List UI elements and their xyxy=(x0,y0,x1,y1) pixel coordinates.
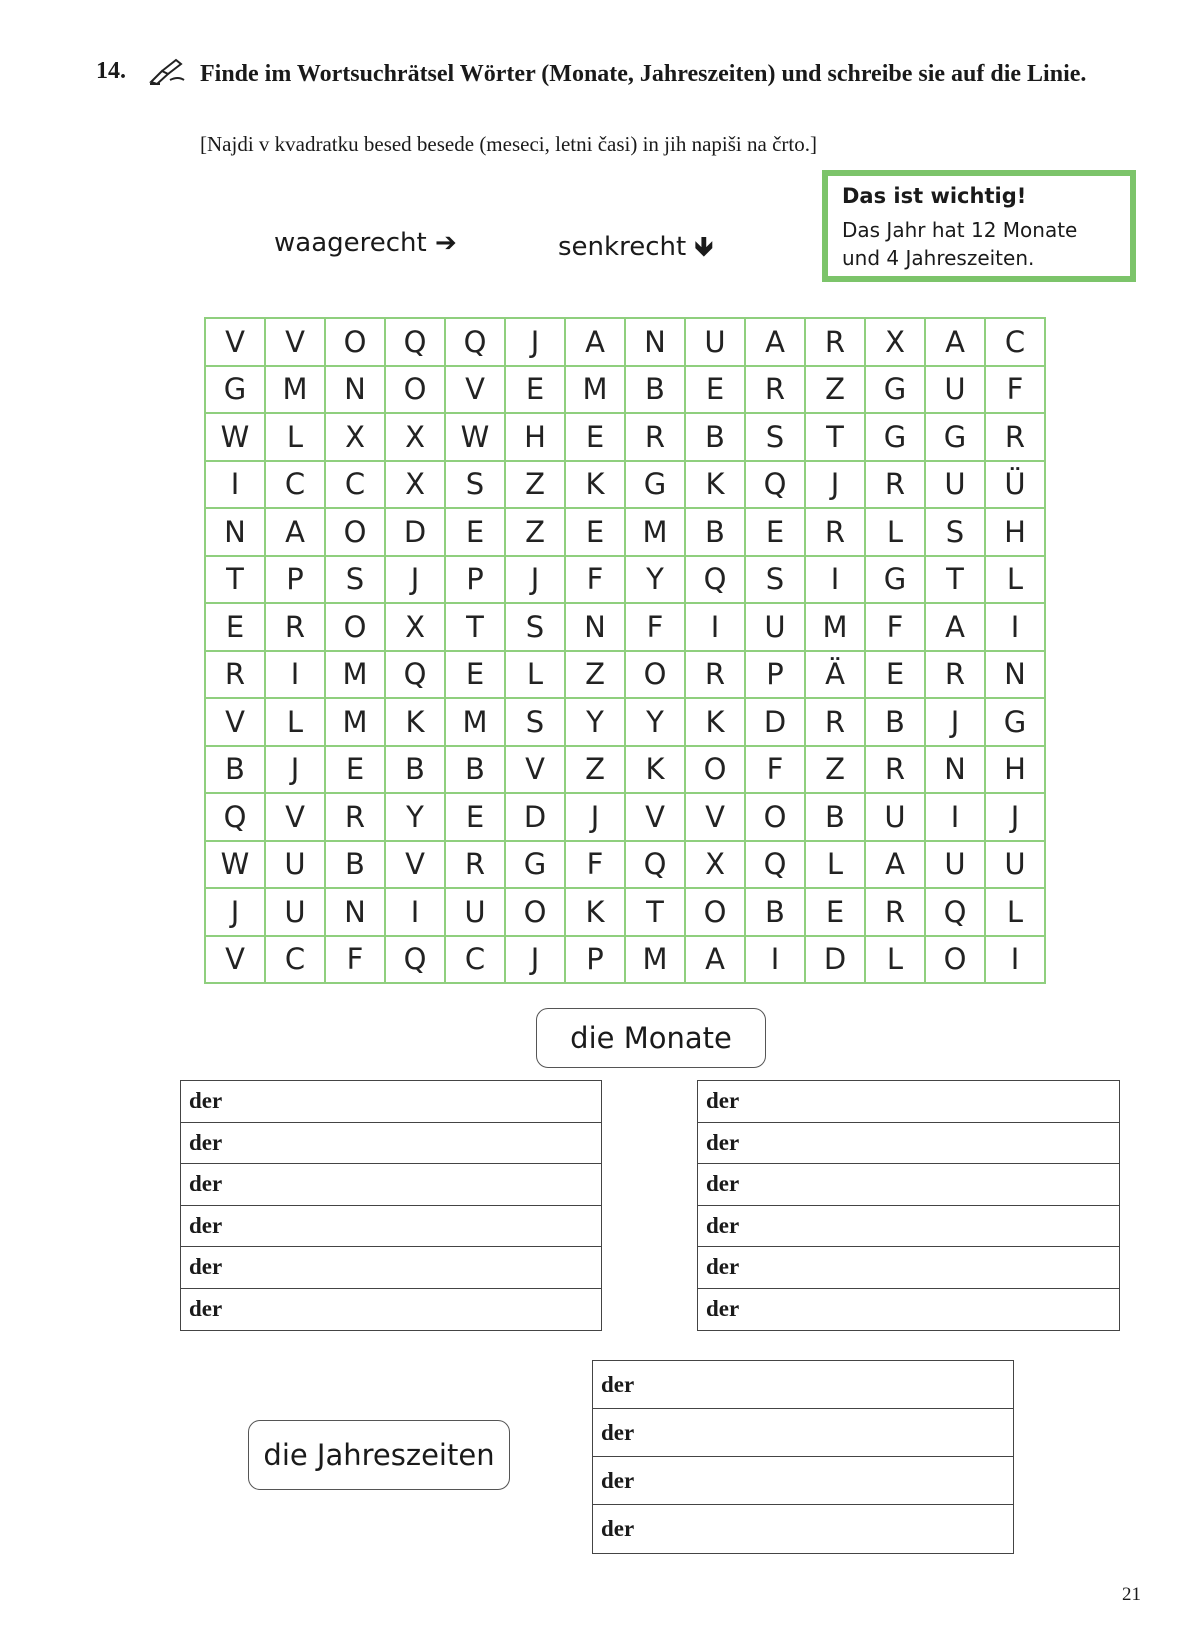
grid-cell[interactable]: B xyxy=(325,841,385,889)
grid-cell[interactable]: N xyxy=(925,746,985,794)
grid-cell[interactable]: K xyxy=(685,698,745,746)
grid-cell[interactable]: G xyxy=(865,413,925,461)
grid-cell[interactable]: G xyxy=(625,461,685,509)
grid-cell[interactable]: E xyxy=(325,746,385,794)
grid-cell[interactable]: B xyxy=(445,746,505,794)
grid-cell[interactable]: O xyxy=(625,651,685,699)
grid-cell[interactable]: B xyxy=(685,508,745,556)
answer-line[interactable]: der xyxy=(593,1361,1013,1409)
grid-cell[interactable]: R xyxy=(865,746,925,794)
grid-cell[interactable]: I xyxy=(985,603,1045,651)
grid-cell[interactable]: V xyxy=(505,746,565,794)
grid-cell[interactable]: V xyxy=(685,793,745,841)
grid-cell[interactable]: J xyxy=(925,698,985,746)
grid-cell[interactable]: V xyxy=(205,318,265,366)
grid-cell[interactable]: G xyxy=(865,556,925,604)
grid-cell[interactable]: Q xyxy=(745,461,805,509)
arrow-right-icon: ➔ xyxy=(434,228,457,258)
grid-cell[interactable]: M xyxy=(265,366,325,414)
direction-horizontal-label: waagerecht xyxy=(274,228,427,258)
grid-cell[interactable]: I xyxy=(745,936,805,984)
grid-cell[interactable]: F xyxy=(625,603,685,651)
grid-cell[interactable]: V xyxy=(205,936,265,984)
grid-cell[interactable]: Z xyxy=(505,461,565,509)
grid-cell[interactable]: C xyxy=(325,461,385,509)
grid-cell[interactable]: O xyxy=(925,936,985,984)
grid-cell[interactable]: Q xyxy=(925,888,985,936)
grid-cell[interactable]: R xyxy=(445,841,505,889)
months-table-right xyxy=(697,1080,1120,1331)
grid-cell[interactable]: E xyxy=(805,888,865,936)
grid-cell[interactable]: E xyxy=(445,651,505,699)
grid-cell[interactable]: Y xyxy=(625,698,685,746)
grid-cell[interactable]: L xyxy=(265,698,325,746)
grid-cell[interactable]: P xyxy=(265,556,325,604)
grid-cell[interactable]: R xyxy=(805,698,865,746)
grid-cell[interactable]: Q xyxy=(745,841,805,889)
word-search-grid xyxy=(204,317,1046,984)
grid-cell[interactable]: F xyxy=(985,366,1045,414)
grid-cell[interactable]: O xyxy=(385,366,445,414)
grid-cell[interactable]: B xyxy=(745,888,805,936)
grid-cell[interactable]: Q xyxy=(385,936,445,984)
grid-cell[interactable]: A xyxy=(265,508,325,556)
direction-vertical xyxy=(558,228,713,272)
grid-cell[interactable]: N xyxy=(205,508,265,556)
grid-cell[interactable]: S xyxy=(505,603,565,651)
grid-cell[interactable]: R xyxy=(745,366,805,414)
grid-cell[interactable]: E xyxy=(745,508,805,556)
grid-cell[interactable]: N xyxy=(565,603,625,651)
grid-cell[interactable]: S xyxy=(325,556,385,604)
grid-cell[interactable]: G xyxy=(865,366,925,414)
grid-cell[interactable]: R xyxy=(325,793,385,841)
task-title: Finde im Wortsuchrätsel Wörter (Monate, Jahreszeiten) und schreibe sie auf die Linie. xyxy=(200,61,1087,87)
grid-cell[interactable]: B xyxy=(865,698,925,746)
grid-cell[interactable]: Q xyxy=(625,841,685,889)
grid-cell[interactable]: X xyxy=(385,461,445,509)
seasons-table xyxy=(592,1360,1014,1554)
grid-cell[interactable]: N xyxy=(625,318,685,366)
grid-cell[interactable]: K xyxy=(685,461,745,509)
grid-cell[interactable]: W xyxy=(205,413,265,461)
grid-cell[interactable]: Y xyxy=(565,698,625,746)
answer-line[interactable]: der xyxy=(698,1081,1119,1123)
grid-cell[interactable]: V xyxy=(265,318,325,366)
grid-cell[interactable]: K xyxy=(565,461,625,509)
grid-cell[interactable]: A xyxy=(565,318,625,366)
grid-cell[interactable]: D xyxy=(505,793,565,841)
grid-cell[interactable]: Z xyxy=(805,366,865,414)
grid-cell[interactable]: Z xyxy=(565,746,625,794)
grid-cell[interactable]: T xyxy=(805,413,865,461)
grid-cell[interactable]: M xyxy=(445,698,505,746)
task-subtitle: [Najdi v kvadratku besed besede (meseci, letni časi) in jih napiši na črto.] xyxy=(200,132,817,156)
grid-cell[interactable]: N xyxy=(985,651,1045,699)
grid-cell[interactable]: T xyxy=(625,888,685,936)
grid-cell[interactable]: A xyxy=(685,936,745,984)
grid-cell[interactable]: U xyxy=(265,841,325,889)
grid-cell[interactable]: V xyxy=(205,698,265,746)
grid-cell[interactable]: R xyxy=(805,318,865,366)
grid-cell[interactable]: X xyxy=(385,413,445,461)
months-label: die Monate xyxy=(536,1008,766,1068)
grid-cell[interactable]: C xyxy=(445,936,505,984)
grid-cell[interactable]: E xyxy=(205,603,265,651)
grid-cell[interactable]: R xyxy=(685,651,745,699)
grid-cell[interactable]: H xyxy=(505,413,565,461)
grid-cell[interactable]: O xyxy=(325,318,385,366)
grid-cell[interactable]: L xyxy=(985,888,1045,936)
grid-cell[interactable]: E xyxy=(565,508,625,556)
grid-cell[interactable]: R xyxy=(985,413,1045,461)
grid-cell[interactable]: T xyxy=(925,556,985,604)
grid-cell[interactable]: R xyxy=(865,461,925,509)
grid-cell[interactable]: J xyxy=(985,793,1045,841)
grid-cell[interactable]: V xyxy=(385,841,445,889)
grid-cell[interactable]: T xyxy=(205,556,265,604)
grid-cell[interactable]: Z xyxy=(565,651,625,699)
grid-cell[interactable]: M xyxy=(625,508,685,556)
grid-cell[interactable]: U xyxy=(265,888,325,936)
grid-cell[interactable]: U xyxy=(925,366,985,414)
grid-cell[interactable]: I xyxy=(925,793,985,841)
answer-line[interactable]: der xyxy=(698,1164,1119,1206)
grid-cell[interactable]: W xyxy=(445,413,505,461)
grid-cell[interactable]: J xyxy=(805,461,865,509)
grid-cell[interactable]: I xyxy=(265,651,325,699)
grid-cell[interactable]: N xyxy=(325,366,385,414)
task-number: 14. xyxy=(96,58,126,84)
answer-line[interactable]: der xyxy=(181,1123,601,1165)
arrow-down-icon: 🡻 xyxy=(694,232,714,262)
grid-cell[interactable]: X xyxy=(685,841,745,889)
grid-cell[interactable]: S xyxy=(445,461,505,509)
grid-cell[interactable]: F xyxy=(565,556,625,604)
grid-cell[interactable]: J xyxy=(505,318,565,366)
grid-cell[interactable]: P xyxy=(565,936,625,984)
grid-cell[interactable]: C xyxy=(985,318,1045,366)
grid-cell[interactable]: O xyxy=(325,508,385,556)
grid-cell[interactable]: L xyxy=(265,413,325,461)
grid-cell[interactable]: O xyxy=(745,793,805,841)
grid-cell[interactable]: I xyxy=(205,461,265,509)
grid-cell[interactable]: O xyxy=(325,603,385,651)
grid-cell[interactable]: U xyxy=(745,603,805,651)
grid-cell[interactable]: L xyxy=(985,556,1045,604)
grid-cell[interactable]: X xyxy=(325,413,385,461)
grid-cell[interactable]: M xyxy=(565,366,625,414)
grid-cell[interactable]: G xyxy=(205,366,265,414)
grid-cell[interactable]: E xyxy=(865,651,925,699)
grid-cell[interactable]: O xyxy=(685,888,745,936)
grid-cell[interactable]: E xyxy=(445,793,505,841)
grid-cell[interactable]: U xyxy=(985,841,1045,889)
grid-cell[interactable]: U xyxy=(925,461,985,509)
seasons-label: die Jahreszeiten xyxy=(248,1420,510,1490)
grid-cell[interactable]: B xyxy=(805,793,865,841)
grid-cell[interactable]: Ä xyxy=(805,651,865,699)
grid-cell[interactable]: A xyxy=(925,318,985,366)
answer-line[interactable]: der xyxy=(593,1457,1013,1505)
grid-cell[interactable]: R xyxy=(625,413,685,461)
hint-text: Das Jahr hat 12 Monate und 4 Jahreszeiten. xyxy=(842,218,1078,270)
grid-cell[interactable]: S xyxy=(745,413,805,461)
grid-cell[interactable]: R xyxy=(265,603,325,651)
answer-line[interactable]: der xyxy=(698,1247,1119,1289)
grid-cell[interactable]: D xyxy=(745,698,805,746)
answer-line[interactable]: der xyxy=(593,1409,1013,1457)
hint-title: Das ist wichtig! xyxy=(842,184,1027,208)
grid-cell[interactable]: L xyxy=(865,936,925,984)
grid-cell[interactable]: G xyxy=(985,698,1045,746)
grid-cell[interactable]: D xyxy=(805,936,865,984)
grid-cell[interactable]: R xyxy=(865,888,925,936)
answer-line[interactable]: der xyxy=(601,1516,635,1541)
grid-cell[interactable]: M xyxy=(805,603,865,651)
grid-cell[interactable]: U xyxy=(865,793,925,841)
grid-cell[interactable]: I xyxy=(805,556,865,604)
answer-line[interactable]: der xyxy=(698,1123,1119,1165)
grid-cell[interactable]: E xyxy=(685,366,745,414)
grid-cell[interactable]: L xyxy=(865,508,925,556)
grid-cell[interactable]: I xyxy=(985,936,1045,984)
grid-cell[interactable]: Y xyxy=(625,556,685,604)
grid-cell[interactable]: J xyxy=(505,936,565,984)
grid-cell[interactable]: R xyxy=(205,651,265,699)
grid-cell[interactable]: K xyxy=(565,888,625,936)
grid-cell[interactable]: A xyxy=(865,841,925,889)
grid-cell[interactable]: W xyxy=(205,841,265,889)
direction-vertical-label: senkrecht xyxy=(558,232,687,262)
grid-cell[interactable]: H xyxy=(985,508,1045,556)
grid-cell[interactable]: B xyxy=(625,366,685,414)
grid-cell[interactable]: V xyxy=(265,793,325,841)
grid-cell[interactable]: S xyxy=(505,698,565,746)
grid-cell[interactable]: F xyxy=(565,841,625,889)
grid-cell[interactable]: A xyxy=(745,318,805,366)
grid-cell[interactable]: J xyxy=(565,793,625,841)
grid-cell[interactable]: J xyxy=(265,746,325,794)
grid-cell[interactable]: J xyxy=(385,556,445,604)
grid-cell[interactable]: C xyxy=(265,461,325,509)
grid-cell[interactable]: G xyxy=(925,413,985,461)
grid-cell[interactable]: I xyxy=(385,888,445,936)
months-table-left xyxy=(180,1080,602,1331)
grid-cell[interactable]: M xyxy=(325,651,385,699)
grid-cell[interactable]: P xyxy=(745,651,805,699)
grid-cell[interactable]: K xyxy=(385,698,445,746)
grid-cell[interactable]: V xyxy=(445,366,505,414)
grid-cell[interactable]: O xyxy=(505,888,565,936)
answer-line[interactable]: der xyxy=(706,1296,740,1322)
grid-cell[interactable]: E xyxy=(445,508,505,556)
grid-cell[interactable]: X xyxy=(865,318,925,366)
answer-line[interactable]: der xyxy=(698,1206,1119,1248)
answer-line[interactable]: der xyxy=(181,1081,601,1123)
grid-cell[interactable]: T xyxy=(445,603,505,651)
grid-cell[interactable]: D xyxy=(385,508,445,556)
grid-cell[interactable]: E xyxy=(565,413,625,461)
grid-cell[interactable]: I xyxy=(685,603,745,651)
grid-cell[interactable]: Q xyxy=(205,793,265,841)
grid-cell[interactable]: L xyxy=(805,841,865,889)
grid-cell[interactable]: Q xyxy=(385,651,445,699)
grid-cell[interactable]: A xyxy=(925,603,985,651)
hint-box xyxy=(822,170,1136,282)
grid-cell[interactable]: J xyxy=(505,556,565,604)
answer-line[interactable]: der xyxy=(189,1296,223,1322)
answer-line[interactable]: der xyxy=(181,1247,601,1289)
grid-cell[interactable]: U xyxy=(445,888,505,936)
grid-cell[interactable]: S xyxy=(745,556,805,604)
answer-line[interactable]: der xyxy=(181,1206,601,1248)
grid-cell[interactable]: M xyxy=(325,698,385,746)
grid-cell[interactable]: Y xyxy=(385,793,445,841)
grid-cell[interactable]: Z xyxy=(505,508,565,556)
grid-cell[interactable]: Z xyxy=(805,746,865,794)
grid-cell[interactable]: U xyxy=(925,841,985,889)
grid-cell[interactable]: G xyxy=(505,841,565,889)
grid-cell[interactable]: C xyxy=(265,936,325,984)
grid-cell[interactable]: B xyxy=(205,746,265,794)
grid-cell[interactable]: Q xyxy=(385,318,445,366)
answer-line[interactable]: der xyxy=(181,1164,601,1206)
grid-cell[interactable]: F xyxy=(865,603,925,651)
grid-cell[interactable]: U xyxy=(685,318,745,366)
grid-cell[interactable]: J xyxy=(205,888,265,936)
grid-cell[interactable]: V xyxy=(625,793,685,841)
grid-cell[interactable]: F xyxy=(745,746,805,794)
grid-cell[interactable]: Q xyxy=(685,556,745,604)
grid-cell[interactable]: Q xyxy=(445,318,505,366)
direction-horizontal xyxy=(274,228,457,258)
grid-cell[interactable]: B xyxy=(385,746,445,794)
grid-cell[interactable]: K xyxy=(625,746,685,794)
grid-cell[interactable]: F xyxy=(325,936,385,984)
grid-cell[interactable]: E xyxy=(505,366,565,414)
grid-cell[interactable]: X xyxy=(385,603,445,651)
grid-cell[interactable]: B xyxy=(685,413,745,461)
grid-cell[interactable]: M xyxy=(625,936,685,984)
grid-cell[interactable]: S xyxy=(925,508,985,556)
writing-hand-icon xyxy=(148,56,188,86)
grid-cell[interactable]: R xyxy=(805,508,865,556)
grid-cell[interactable]: Ü xyxy=(985,461,1045,509)
grid-cell[interactable]: L xyxy=(505,651,565,699)
page-number: 21 xyxy=(1122,1584,1141,1605)
grid-cell[interactable]: O xyxy=(685,746,745,794)
grid-cell[interactable]: R xyxy=(925,651,985,699)
grid-cell[interactable]: N xyxy=(325,888,385,936)
grid-cell[interactable]: H xyxy=(985,746,1045,794)
grid-cell[interactable]: P xyxy=(445,556,505,604)
